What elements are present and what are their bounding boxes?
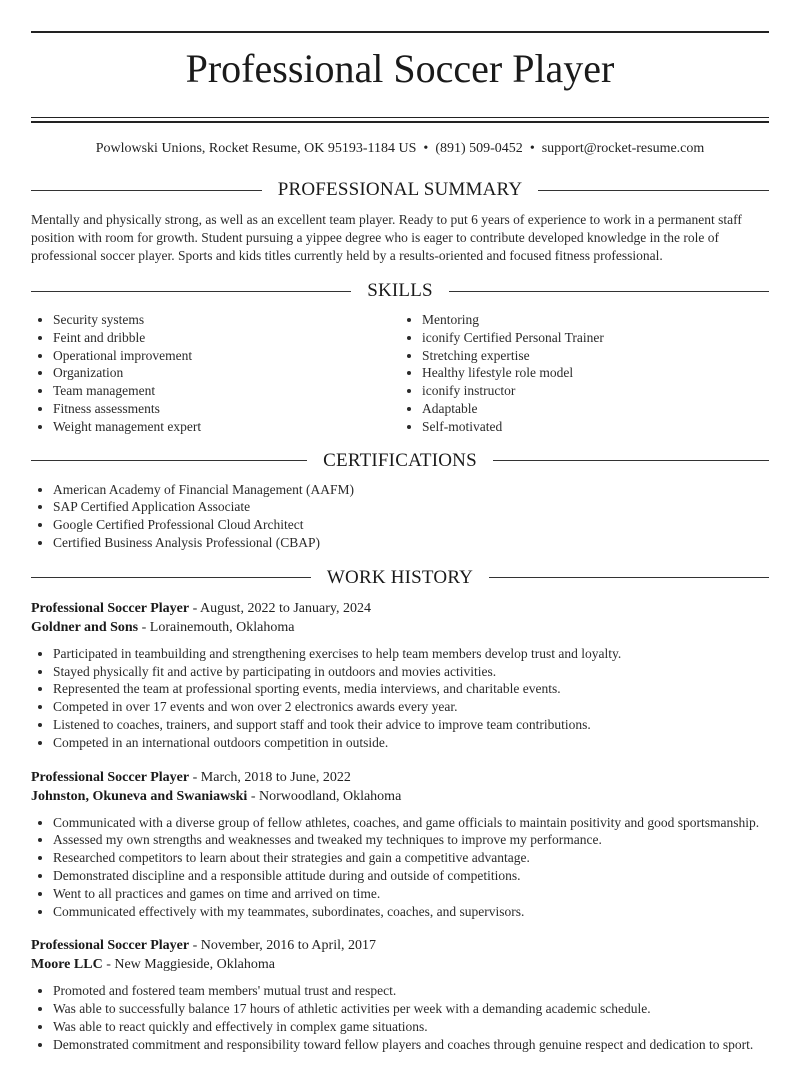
top-divider (31, 31, 769, 33)
contact-email: support@rocket-resume.com (541, 141, 705, 156)
job-bullet: • Competed in an international outdoors competition in outside. (53, 734, 769, 752)
section-title: CERTIFICATIONS (323, 449, 477, 471)
job-role-line (31, 599, 769, 618)
certification-item: • American Academy of Financial Management (AAFM) (53, 481, 769, 499)
skill-item: • Security systems (53, 311, 400, 329)
job-bullet: • Stayed physically fit and active by participating in outdoors and movies activities. (53, 663, 769, 681)
section-divider (31, 291, 351, 292)
job-role: Professional Soccer Player (31, 600, 190, 616)
section-title: SKILLS (367, 280, 433, 301)
section-divider (489, 577, 769, 578)
skill-item: • Fitness assessments (53, 400, 400, 418)
job-company: Goldner and Sons (31, 619, 139, 635)
dash: - (247, 788, 259, 804)
job-role-line (31, 768, 769, 787)
skill-item: • Mentoring (422, 311, 769, 329)
section-header-certifications (31, 449, 769, 473)
job-bullet: • Listened to coaches, trainers, and support staff and took their advice to improve team contributions. (53, 716, 769, 734)
skill-item: • Organization (53, 364, 400, 382)
job-company: Moore LLC (31, 957, 103, 973)
section-title: PROFESSIONAL SUMMARY (277, 179, 523, 200)
job-bullet: • Communicated with a diverse group of fellow athletes, coaches, and game officials to maintain positivity and good sportsmanship. (53, 814, 769, 832)
skill-item: • Team management (53, 382, 400, 400)
dash: - (189, 938, 201, 954)
job-bullets (31, 645, 769, 752)
dash: - (189, 600, 200, 616)
job-company-line (31, 787, 769, 806)
job-entry (31, 768, 769, 921)
job-bullet: • Researched competitors to learn about their strategies and gain a competitive advantage. (53, 849, 769, 867)
contact-separator: • (423, 141, 429, 156)
certification-item: • Certified Business Analysis Professional (CBAP) (53, 534, 769, 552)
section-divider (31, 460, 307, 461)
skill-item: • Weight management expert (53, 418, 400, 436)
skills-column-right (400, 311, 769, 436)
job-entry (31, 936, 769, 1053)
skill-item: • iconify Certified Personal Trainer (422, 329, 769, 347)
job-bullet: • Represented the team at professional sporting events, media interviews, and charitable events. (53, 680, 769, 698)
job-role-line (31, 936, 769, 955)
certification-item: • Google Certified Professional Cloud Architect (53, 516, 769, 534)
skills-list (31, 311, 769, 436)
job-bullet: • Communicated effectively with my teammates, subordinates, coaches, and supervisors. (53, 903, 769, 921)
job-company: Johnston, Okuneva and Swaniawski (31, 788, 248, 804)
section-divider (493, 460, 769, 461)
contact-line (31, 140, 769, 158)
job-entry (31, 599, 769, 752)
job-role: Professional Soccer Player (31, 938, 190, 954)
job-bullet: • Demonstrated discipline and a responsible attitude during and outside of competitions. (53, 867, 769, 885)
skill-item: • iconify instructor (422, 382, 769, 400)
job-bullet: • Demonstrated commitment and responsibility toward fellow players and coaches through genuine respect and dedication to sport. (53, 1036, 769, 1054)
certifications-list (31, 481, 769, 552)
dash: - (138, 619, 150, 635)
candidate-name: Professional Soccer Player (185, 46, 615, 91)
section-divider (449, 291, 769, 292)
resume-page (0, 31, 800, 1054)
job-bullet: • Was able to successfully balance 17 hours of athletic activities per week with a demanding academic schedule. (53, 1000, 769, 1018)
summary-text: Mentally and physically strong, as well as an excellent team player. Ready to put 6 years of experience to work in a permanent staff position with room for growth. Student pursuing a yippee degree who is eager to contribute developed knowledge in the role of professional soccer player. Sports and kids titles currently held by a results-oriented and focused fitness professional. (31, 212, 742, 263)
job-bullet: • Participated in teambuilding and strengthening exercises to help team members develop trust and loyalty. (53, 645, 769, 663)
job-dates: March, 2018 to June, 2022 (200, 769, 351, 785)
job-bullets (31, 814, 769, 921)
skill-item: • Self-motivated (422, 418, 769, 436)
skill-item: • Stretching expertise (422, 347, 769, 365)
job-dates: August, 2022 to January, 2024 (200, 600, 371, 616)
job-bullet: • Promoted and fostered team members' mutual trust and respect. (53, 982, 769, 1000)
skill-item: • Adaptable (422, 400, 769, 418)
job-location: Norwoodland, Oklahoma (258, 788, 402, 804)
dash: - (102, 957, 115, 973)
contact-phone: (891) 509-0452 (435, 141, 523, 156)
job-company-line (31, 618, 769, 637)
job-bullet: • Competed in over 17 events and won over 2 electronics awards every year. (53, 698, 769, 716)
job-bullets (31, 982, 769, 1053)
contact-address: Powlowski Unions, Rocket Resume, OK 95193-1184 US (95, 141, 417, 156)
section-title: WORK HISTORY (326, 566, 474, 588)
section-header-skills (31, 279, 769, 303)
skill-item: • Feint and dribble (53, 329, 400, 347)
section-header-work-history (31, 566, 769, 590)
certification-item: • SAP Certified Application Associate (53, 498, 769, 516)
job-bullet: • Assessed my own strengths and weaknesses and tweaked my techniques to improve my performance. (53, 831, 769, 849)
section-divider (31, 577, 311, 578)
contact-separator: • (529, 141, 535, 156)
section-header-summary (31, 178, 769, 202)
job-dates: November, 2016 to April, 2017 (200, 938, 376, 954)
job-location: New Maggieside, Oklahoma (114, 957, 275, 973)
job-bullet: • Was able to react quickly and effectively in complex game situations. (53, 1018, 769, 1036)
dash: - (189, 769, 201, 785)
job-role: Professional Soccer Player (31, 769, 190, 785)
skills-column-left (31, 311, 400, 436)
job-company-line (31, 955, 769, 974)
header-double-divider (31, 117, 769, 123)
job-bullet: • Went to all practices and games on time and arrived on time. (53, 885, 769, 903)
skill-item: • Healthy lifestyle role model (422, 364, 769, 382)
section-divider (538, 190, 769, 191)
section-divider (31, 190, 262, 191)
job-location: Lorainemouth, Oklahoma (149, 619, 295, 635)
skill-item: • Operational improvement (53, 347, 400, 365)
